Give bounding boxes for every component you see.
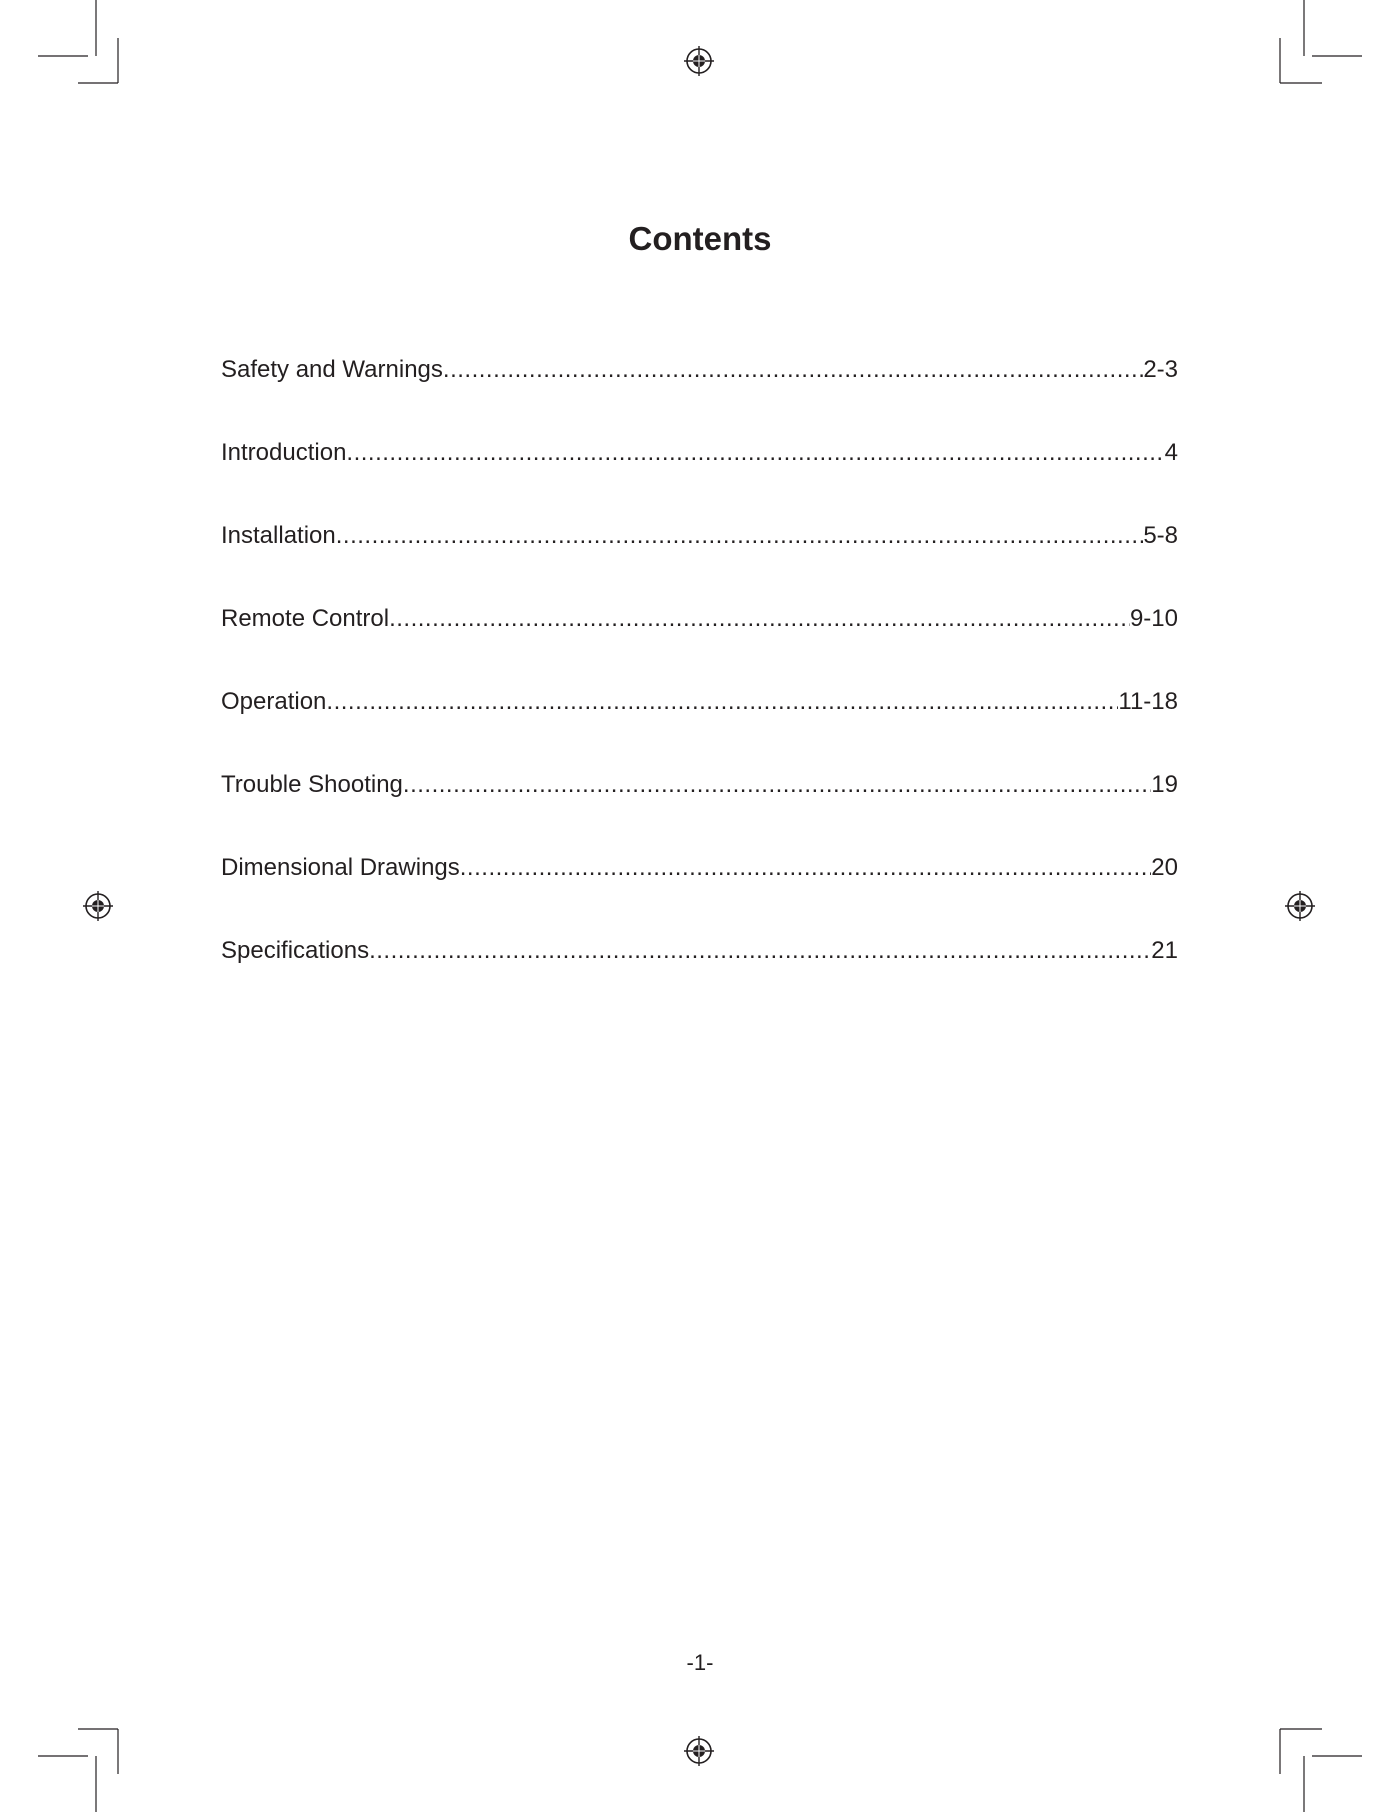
registration-target-top-icon (683, 45, 715, 77)
toc-dot-leader (346, 438, 1164, 468)
page-number: -1- (686, 1650, 714, 1675)
toc-entry-label: Introduction (221, 439, 347, 466)
toc-entry-label: Specifications (221, 937, 370, 964)
toc-entry-safety-and-warnings[interactable] (221, 355, 1178, 438)
toc-dot-leader (460, 853, 1152, 883)
toc-entry-label: Operation (221, 688, 327, 715)
table-of-contents (221, 355, 1178, 1019)
toc-entry-remote-control[interactable] (221, 604, 1178, 687)
toc-entry-page: 21 (1151, 937, 1178, 964)
registration-target-bottom-icon (683, 1735, 715, 1767)
toc-entry-dimensional-drawings[interactable] (221, 853, 1178, 936)
toc-dot-leader (389, 604, 1130, 634)
crop-mark-top-left-icon (30, 0, 180, 150)
toc-entry-installation[interactable] (221, 521, 1178, 604)
toc-dot-leader (326, 687, 1118, 717)
toc-dot-leader (443, 355, 1143, 385)
registration-target-right-icon (1284, 890, 1316, 922)
toc-entry-trouble-shooting[interactable] (221, 770, 1178, 853)
page-title: Contents (628, 220, 772, 257)
crop-mark-top-right-icon (1250, 0, 1400, 150)
toc-entry-page: 2-3 (1143, 356, 1178, 383)
toc-entry-label: Safety and Warnings (221, 356, 443, 383)
toc-entry-introduction[interactable] (221, 438, 1178, 521)
toc-dot-leader (369, 936, 1151, 966)
toc-entry-label: Trouble Shooting (221, 771, 403, 798)
toc-entry-page: 20 (1151, 854, 1178, 881)
crop-mark-bottom-right-icon (1250, 1662, 1400, 1812)
toc-entry-page: 9-10 (1129, 605, 1178, 632)
toc-entry-label: Installation (221, 522, 336, 549)
toc-entry-operation[interactable] (221, 687, 1178, 770)
toc-entry-label: Remote Control (221, 605, 390, 632)
toc-entry-specifications[interactable] (221, 936, 1178, 1019)
registration-target-left-icon (82, 890, 114, 922)
toc-dot-leader (336, 521, 1144, 551)
crop-mark-bottom-left-icon (30, 1662, 180, 1812)
toc-entry-page: 4 (1164, 439, 1178, 466)
toc-entry-page: 11-18 (1118, 688, 1178, 715)
toc-dot-leader (403, 770, 1151, 800)
toc-entry-label: Dimensional Drawings (221, 854, 460, 881)
toc-entry-page: 19 (1151, 771, 1178, 798)
toc-entry-page: 5-8 (1143, 522, 1178, 549)
